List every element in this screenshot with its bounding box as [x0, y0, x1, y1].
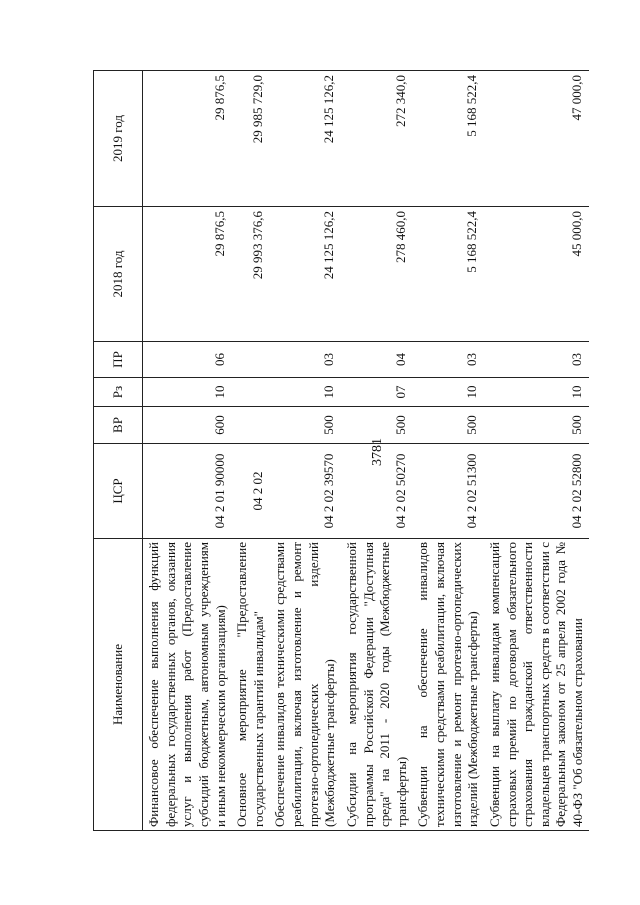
rotated-table-wrapper — [93, 71, 640, 831]
page-number-text: 3781 — [370, 438, 385, 466]
row-2019: 272 340,0 — [341, 71, 413, 207]
row-rz: 10 — [269, 378, 341, 407]
row-name: Финансовое обеспечение выполнения функций федеральных государственных органов, оказания услуг и выполнения работ (Предоставление субсидий бюджетным, автономным учреждениям и иным некоммерческим организациям) — [143, 539, 232, 831]
header-csr: ЦСР — [94, 444, 143, 539]
row-vr — [231, 407, 269, 444]
row-pr: 06 — [143, 342, 232, 378]
row-2018: 29 876,5 — [143, 207, 232, 342]
row-pr — [231, 342, 269, 378]
row-csr: 04 2 02 — [231, 444, 269, 539]
row-vr: 500 — [341, 407, 413, 444]
row-rz: 07 — [341, 378, 413, 407]
row-rz: 10 — [484, 378, 589, 407]
table-body — [143, 71, 589, 831]
row-csr: 04 2 02 39570 — [269, 444, 341, 539]
header-row — [94, 71, 143, 831]
table-row — [341, 71, 413, 831]
row-name: Субвенции на выплату инвалидам компенсаций страховых премий по договорам обязательного страхования гражданской ответственности владельцев транспортных средств в соответствии с Федеральным законом от 25 апреля 2002 года № 40-ФЗ "Об обязательном страховании — [484, 539, 589, 831]
row-csr: 04 2 02 52800 — [484, 444, 589, 539]
table-header — [94, 71, 143, 831]
row-rz — [231, 378, 269, 407]
row-vr: 500 — [269, 407, 341, 444]
row-name: Субсидии на мероприятия государственной программы Российской Федерации "Доступная среда" на 2011 - 2020 годы (Межбюджетные трансферты) — [341, 539, 413, 831]
row-2019: 47 000,0 — [484, 71, 589, 207]
row-pr: 03 — [269, 342, 341, 378]
row-csr: 04 2 02 50270 — [341, 444, 413, 539]
row-rz: 10 — [143, 378, 232, 407]
row-name: Обеспечение инвалидов техническими средствами реабилитации, включая изготовление и ремонт протезно-ортопедических изделий (Межбюджетные трансферты) — [269, 539, 341, 831]
table-row — [269, 71, 341, 831]
row-vr: 500 — [484, 407, 589, 444]
row-2018: 278 460,0 — [341, 207, 413, 342]
row-vr: 600 — [143, 407, 232, 444]
budget-table-sheet — [93, 71, 640, 831]
header-vr: ВР — [94, 407, 143, 444]
header-2019: 2019 год — [94, 71, 143, 207]
row-2018: 24 125 126,2 — [269, 207, 341, 342]
row-2019: 29 985 729,0 — [231, 71, 269, 207]
header-rz: Рз — [94, 378, 143, 407]
header-name: Наименование — [94, 539, 143, 831]
row-2019: 24 125 126,2 — [269, 71, 341, 207]
row-2019: 5 168 522,4 — [412, 71, 484, 207]
row-pr: 03 — [484, 342, 589, 378]
row-name: Субвенции на обеспечение инвалидов техническими средствами реабилитации, включая изготовление и ремонт протезно-ортопедических изделий (Межбюджетные трансферты) — [412, 539, 484, 831]
header-2018: 2018 год — [94, 207, 143, 342]
row-name: Основное мероприятие "Предоставление государственных гарантий инвалидам" — [231, 539, 269, 831]
row-2018: 29 993 376,6 — [231, 207, 269, 342]
budget-table — [93, 70, 589, 831]
row-vr: 500 — [412, 407, 484, 444]
row-2018: 5 168 522,4 — [412, 207, 484, 342]
table-row — [231, 71, 269, 831]
table-row — [412, 71, 484, 831]
table-row — [143, 71, 232, 831]
table-row — [484, 71, 589, 831]
row-csr: 04 2 01 90000 — [143, 444, 232, 539]
row-csr: 04 2 02 51300 — [412, 444, 484, 539]
row-pr: 03 — [412, 342, 484, 378]
row-2019: 29 876,5 — [143, 71, 232, 207]
row-pr: 04 — [341, 342, 413, 378]
row-rz: 10 — [412, 378, 484, 407]
row-2018: 45 000,0 — [484, 207, 589, 342]
header-pr: ПР — [94, 342, 143, 378]
